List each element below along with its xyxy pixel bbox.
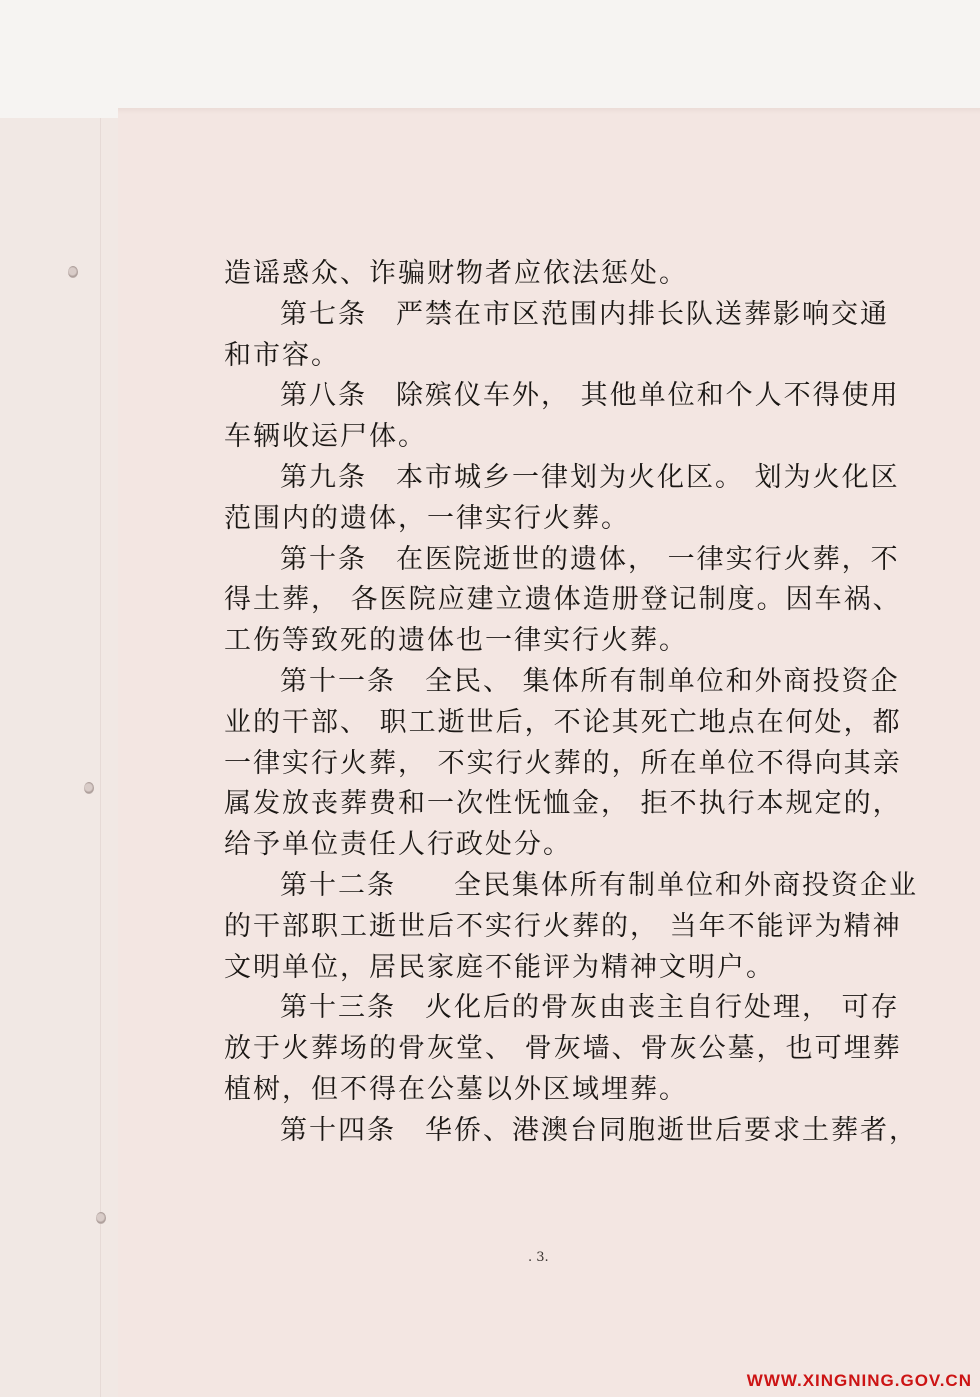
text-line: 范围内的遗体，一律实行火葬。 — [224, 502, 630, 534]
text-line: 的干部职工逝世后不实行火葬的， 当年不能评为精神 — [224, 910, 902, 942]
text-line: 给予单位责任人行政处分。 — [224, 829, 572, 861]
text-line: 第十一条 全民、 集体所有制单位和外商投资企 — [280, 665, 900, 697]
text-line: 业的干部、 职工逝世后，不论其死亡地点在何处，都 — [224, 706, 902, 738]
binding-hole — [96, 1212, 106, 1224]
text-line: 第十二条 全民集体所有制单位和外商投资企业 — [280, 869, 918, 901]
text-line: 得土葬， 各医院应建立遗体造册登记制度。因车祸、 — [224, 584, 902, 616]
text-line: 和市容。 — [224, 339, 340, 371]
underlying-sheet — [0, 118, 119, 1397]
binding-hole — [68, 266, 78, 278]
text-line: 第七条 严禁在市区范围内排长队送葬影响交通 — [280, 298, 889, 330]
site-watermark: WWW.XINGNING.GOV.CN — [746, 1371, 972, 1390]
text-line: 植树，但不得在公墓以外区域埋葬。 — [224, 1073, 688, 1105]
text-line: 第十三条 火化后的骨灰由丧主自行处理， 可存 — [280, 992, 900, 1024]
document-page — [118, 108, 980, 1397]
text-line: 第八条 除殡仪车外， 其他单位和个人不得使用 — [280, 380, 900, 412]
text-line: 第十条 在医院逝世的遗体， 一律实行火葬，不 — [280, 543, 900, 575]
text-line: 一律实行火葬， 不实行火葬的，所在单位不得向其亲 — [224, 747, 902, 779]
text-line: 造谣惑众、诈骗财物者应依法惩处。 — [224, 258, 688, 289]
text-line: 第十四条 华侨、港澳台同胞逝世后要求土葬者， — [280, 1114, 918, 1146]
page-number: . 3. — [528, 1250, 549, 1265]
text-line: 车辆收运尸体。 — [224, 421, 427, 453]
text-line: 第九条 本市城乡一律划为火化区。 划为火化区 — [280, 461, 900, 493]
sheet-edge — [100, 118, 101, 1397]
text-line: 文明单位，居民家庭不能评为精神文明户。 — [224, 951, 775, 983]
document-body — [224, 254, 980, 1152]
binding-hole — [84, 782, 94, 794]
text-line: 属发放丧葬费和一次性怃恤金， 拒不执行本规定的， — [224, 788, 902, 820]
text-line: 工伤等致死的遗体也一律实行火葬。 — [224, 625, 688, 657]
text-line: 放于火葬场的骨灰堂、 骨灰墙、骨灰公墓，也可埋葬 — [224, 1033, 902, 1065]
